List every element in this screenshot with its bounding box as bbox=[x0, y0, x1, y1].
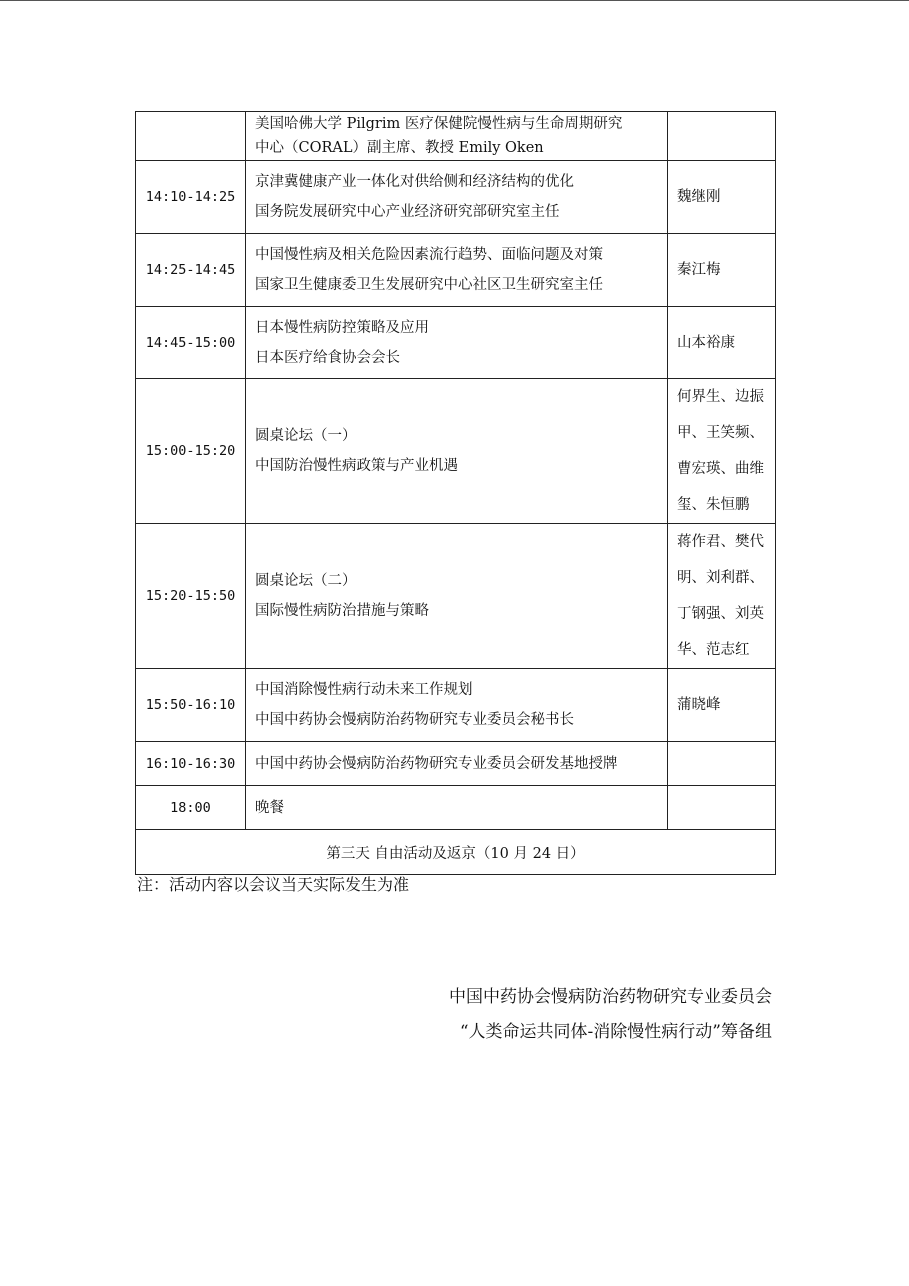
speaker-names-line: 华、范志红 bbox=[677, 642, 750, 658]
speaker-cell bbox=[668, 786, 776, 830]
content-cell bbox=[246, 307, 668, 379]
schedule-row bbox=[136, 379, 776, 524]
content-cell bbox=[246, 234, 668, 307]
speaker-name: 魏继刚 bbox=[677, 189, 721, 205]
schedule-row bbox=[136, 234, 776, 307]
content-line: 中国慢性病及相关危险因素流行趋势、面临问题及对策 bbox=[255, 247, 603, 263]
speaker-cell bbox=[668, 307, 776, 379]
content-line: 中国防治慢性病政策与产业机遇 bbox=[255, 458, 458, 474]
time-cell bbox=[136, 112, 246, 161]
speaker-cell bbox=[668, 112, 776, 161]
content-line: 国家卫生健康委卫生发展研究中心社区卫生研究室主任 bbox=[255, 277, 603, 293]
schedule-row bbox=[136, 112, 776, 161]
speaker-name: 秦江梅 bbox=[677, 262, 721, 278]
time-cell: 18:00 bbox=[136, 786, 246, 830]
time-cell: 16:10-16:30 bbox=[136, 742, 246, 786]
speaker-name: 山本裕康 bbox=[677, 334, 735, 351]
time-cell: 15:20-15:50 bbox=[136, 524, 246, 669]
activity-note: 注：活动内容以会议当天实际发生为准 bbox=[137, 875, 410, 894]
time-cell: 14:25-14:45 bbox=[136, 234, 246, 307]
time-cell: 15:50-16:10 bbox=[136, 669, 246, 742]
speaker-cell bbox=[668, 524, 776, 669]
content-line: 中国中药协会慢病防治药物研究专业委员会研发基地授牌 bbox=[255, 755, 618, 772]
speaker-cell bbox=[668, 742, 776, 786]
speaker-name: 蒲晓峰 bbox=[677, 697, 721, 713]
speaker-cell bbox=[668, 669, 776, 742]
time-cell: 14:10-14:25 bbox=[136, 161, 246, 234]
schedule-footer-row bbox=[136, 830, 776, 875]
content-line: 京津冀健康产业一体化对供给侧和经济结构的优化 bbox=[255, 174, 574, 190]
time-cell: 15:00-15:20 bbox=[136, 379, 246, 524]
speaker-names-line: 明、刘利群、 bbox=[677, 570, 764, 586]
content-cell bbox=[246, 112, 668, 161]
content-line: 中国消除慢性病行动未来工作规划 bbox=[255, 682, 473, 698]
content-cell bbox=[246, 379, 668, 524]
day-three-footer: 第三天 自由活动及返京（10 月 24 日） bbox=[136, 830, 776, 875]
speaker-names-line: 丁钢强、刘英 bbox=[677, 606, 764, 622]
schedule-row bbox=[136, 161, 776, 234]
content-cell bbox=[246, 786, 668, 830]
content-line: 晚餐 bbox=[255, 799, 284, 816]
content-line: 日本医疗给食协会会长 bbox=[255, 349, 400, 366]
speaker-names-line: 何界生、边振 bbox=[677, 389, 764, 405]
time-cell: 14:45-15:00 bbox=[136, 307, 246, 379]
schedule-row bbox=[136, 307, 776, 379]
speaker-names-line: 曹宏瑛、曲维 bbox=[677, 461, 764, 477]
speaker-cell bbox=[668, 234, 776, 307]
speaker-cell bbox=[668, 161, 776, 234]
speaker-names-line: 甲、王笑频、 bbox=[677, 425, 764, 441]
speaker-names-line: 蒋作君、樊代 bbox=[677, 534, 764, 550]
organizer-committee: 中国中药协会慢病防治药物研究专业委员会 bbox=[449, 987, 772, 1007]
content-line: 圆桌论坛（二） bbox=[255, 573, 357, 589]
content-cell bbox=[246, 742, 668, 786]
content-line: 日本慢性病防控策略及应用 bbox=[255, 319, 429, 336]
schedule-row bbox=[136, 669, 776, 742]
content-line: 中心（CORAL）副主席、教授 Emily Oken bbox=[255, 140, 544, 156]
content-cell bbox=[246, 161, 668, 234]
speaker-names-line: 玺、朱恒鹏 bbox=[677, 497, 750, 513]
speaker-cell bbox=[668, 379, 776, 524]
schedule-table bbox=[135, 111, 776, 875]
schedule-row bbox=[136, 524, 776, 669]
content-line: 国际慢性病防治措施与策略 bbox=[255, 603, 429, 619]
content-cell bbox=[246, 524, 668, 669]
page-top-rule bbox=[0, 0, 909, 1]
content-line: 中国中药协会慢病防治药物研究专业委员会秘书长 bbox=[255, 712, 574, 728]
schedule-row bbox=[136, 742, 776, 786]
content-line: 美国哈佛大学 Pilgrim 医疗保健院慢性病与生命周期研究 bbox=[255, 116, 623, 132]
schedule-row bbox=[136, 786, 776, 830]
content-line: 圆桌论坛（一） bbox=[255, 428, 357, 444]
organizer-preparatory-group: “人类命运共同体-消除慢性病行动”筹备组 bbox=[459, 1022, 772, 1042]
content-line: 国务院发展研究中心产业经济研究部研究室主任 bbox=[255, 204, 560, 220]
content-cell bbox=[246, 669, 668, 742]
